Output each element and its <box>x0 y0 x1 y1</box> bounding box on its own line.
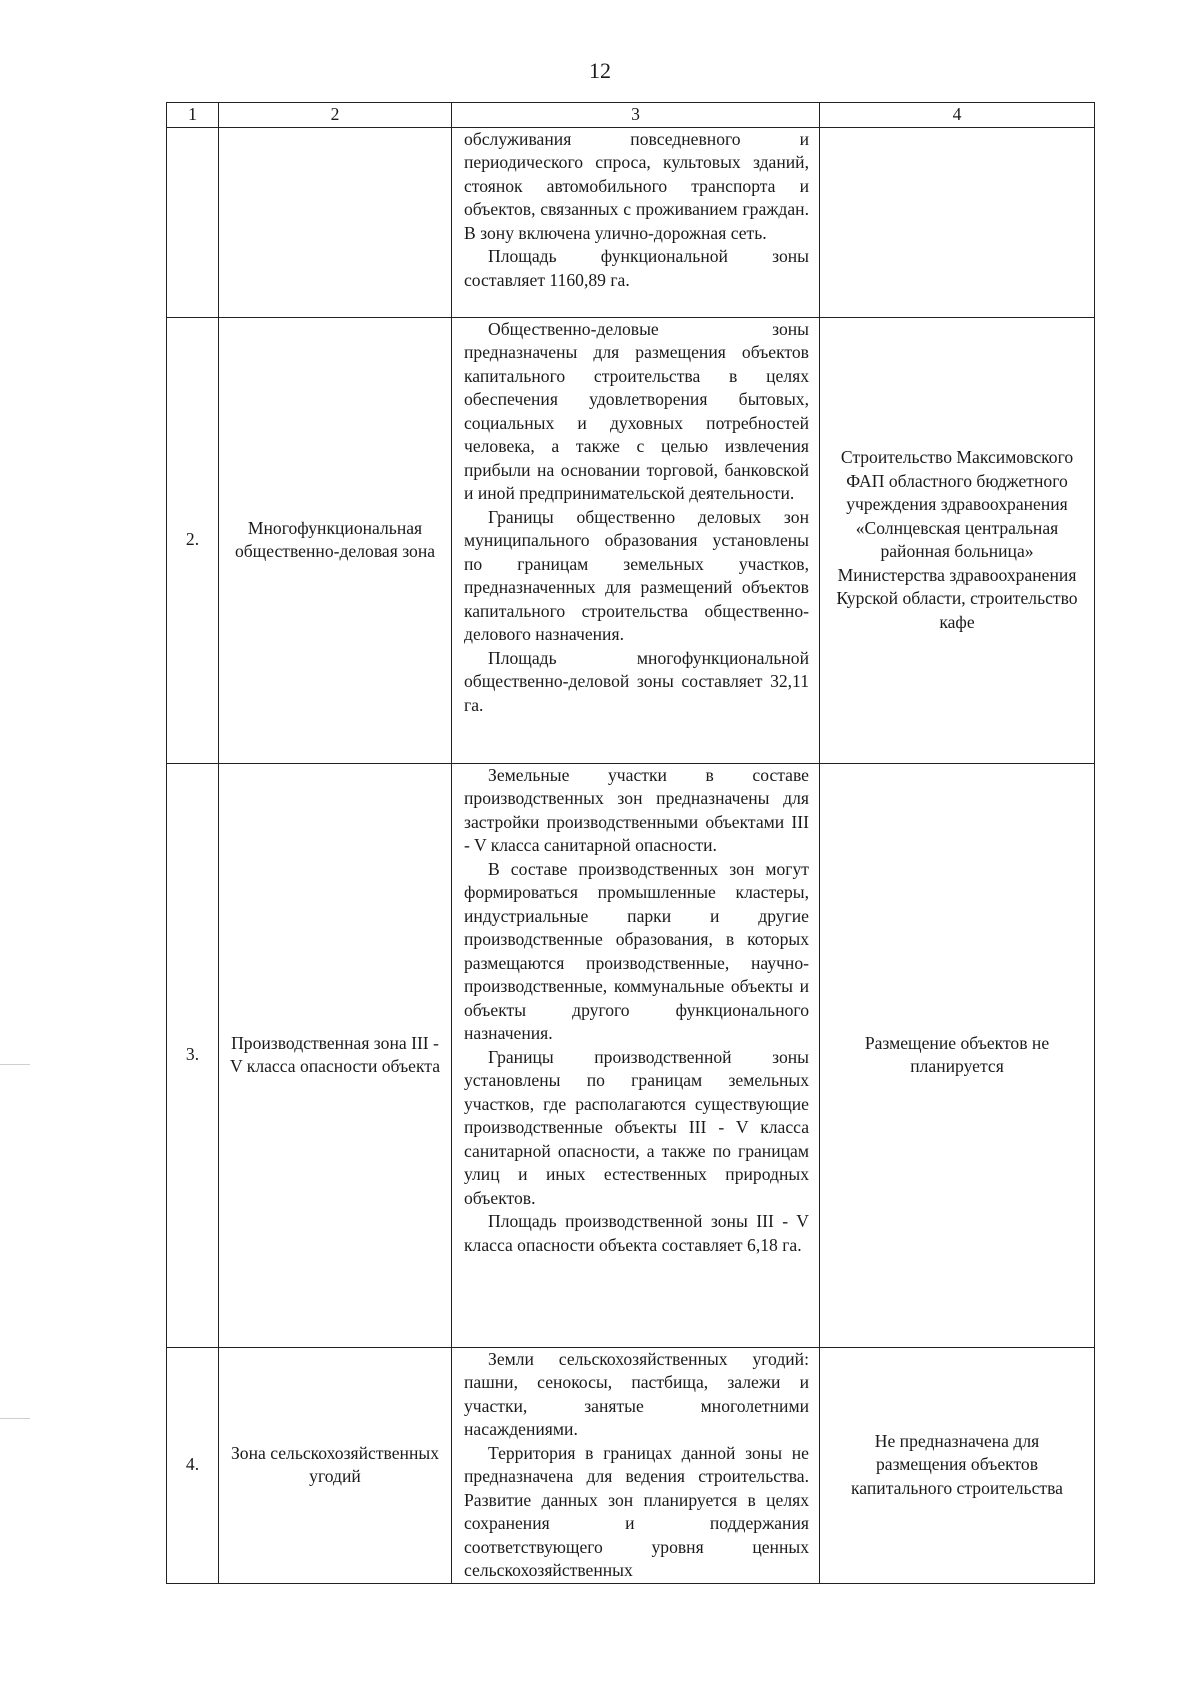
description-paragraph: Площадь многофункциональной общественно-деловой зоны составляет 32,11 га. <box>464 647 809 715</box>
zone-description <box>452 1347 820 1583</box>
planned-objects: Не предназначена для размещения объектов капитального строительства <box>820 1347 1095 1583</box>
table-row <box>167 127 1095 317</box>
description-paragraph: Общественно-деловые зоны предназначены для размещения объектов капитального строительства в целях обеспечения удовлетворения бытовых, социальных и духовных потребностей человека, а также с целью извлечения прибыли на основании торговой, банковской и иной предпринимательской деятельности. <box>464 318 809 503</box>
table-row <box>167 317 1095 763</box>
zones-table <box>166 102 1095 1584</box>
description-paragraph: В составе производственных зон могут формироваться промышленные кластеры, индустриальные парки и другие производственные образования, в которых размещаются производственные, научно-производственные, коммунальные объекты и объекты другого функционального назначения. <box>464 858 809 1043</box>
header-cell-4: 4 <box>820 103 1095 128</box>
description-paragraph: Земельные участки в составе производственных зон предназначены для застройки производственными объектами III - V класса санитарной опасности. <box>464 764 809 855</box>
row-number: 4. <box>167 1347 219 1583</box>
zone-name: Зона сельскохозяйственных угодий <box>219 1347 452 1583</box>
page-number: 12 <box>589 58 611 83</box>
row-number: 2. <box>167 317 219 763</box>
description-paragraph: Площадь функциональной зоны составляет 1160,89 га. <box>464 246 809 290</box>
zone-name: Многофункциональная общественно-деловая зона <box>219 317 452 763</box>
planned-objects <box>820 127 1095 317</box>
row-number <box>167 127 219 317</box>
header-cell-2: 2 <box>219 103 452 128</box>
planned-objects: Размещение объектов не планируется <box>820 763 1095 1347</box>
table-row <box>167 1347 1095 1583</box>
scan-artifact-line <box>0 1064 30 1065</box>
scan-artifact-line <box>0 1418 30 1419</box>
table-row <box>167 763 1095 1347</box>
zone-name <box>219 127 452 317</box>
description-paragraph: Границы производственной зоны установлены по границам земельных участков, где располагаются существующие производственные объекты III - V класса санитарной опасности, а также по границам улиц и иных естественных природных объектов. <box>464 1046 809 1208</box>
zone-description <box>452 763 820 1347</box>
description-paragraph: Площадь производственной зоны III - V класса опасности объекта составляет 6,18 га. <box>464 1211 809 1255</box>
header-cell-3: 3 <box>452 103 820 128</box>
zone-name: Производственная зона III - V класса опасности объекта <box>219 763 452 1347</box>
table-header-row <box>167 103 1095 128</box>
description-paragraph: Территория в границах данной зоны не предназначена для ведения строительства. Развитие данных зон планируется в целях сохранения и поддержания соответствующего уровня ценных сельскохозяйственных <box>464 1442 809 1580</box>
description-paragraph: Границы общественно деловых зон муниципального образования установлены по границам земельных участков, предназначенных для размещений объектов капитального строительства общественно-делового назначения. <box>464 506 809 644</box>
row-number: 3. <box>167 763 219 1347</box>
description-paragraph: обслуживания повседневного и периодического спроса, культовых зданий, стоянок автомобильного транспорта и объектов, связанных с проживанием граждан. В зону включена улично-дорожная сеть. <box>464 128 809 243</box>
zone-description <box>452 127 820 317</box>
planned-objects: Строительство Максимовского ФАП областного бюджетного учреждения здравоохранения «Солнцевская центральная районная больница» Министерства здравоохранения Курской области, строительство кафе <box>820 317 1095 763</box>
zone-description <box>452 317 820 763</box>
header-cell-1: 1 <box>167 103 219 128</box>
description-paragraph: Земли сельскохозяйственных угодий: пашни, сенокосы, пастбища, залежи и участки, занятые многолетними насаждениями. <box>464 1348 809 1439</box>
